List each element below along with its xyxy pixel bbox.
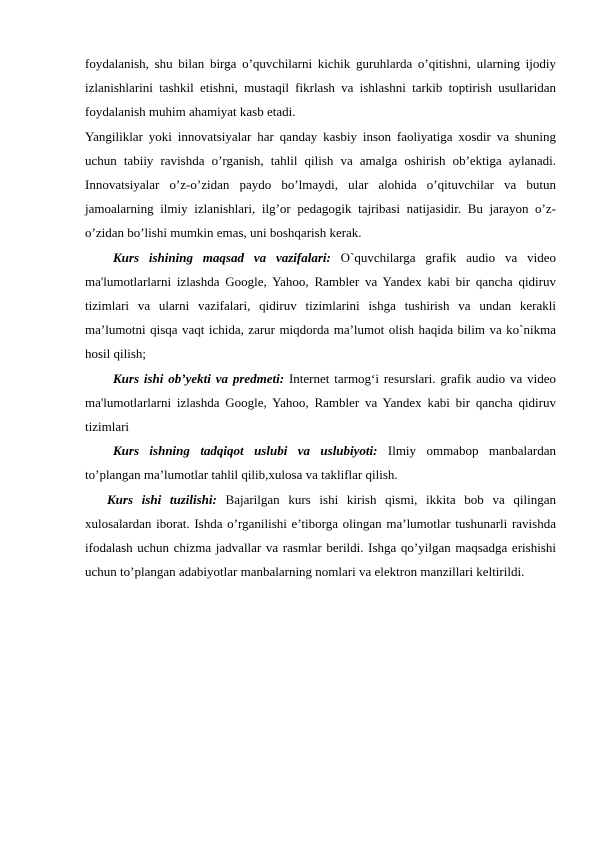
paragraph-intro-continuation [85,52,556,125]
paragraph-text: Yangiliklar yoki innovatsiyalar har qanday kasbiy inson faoliyatiga xosdir va shuning uchun tabiiy ravishda o’rganish, tahlil qilish va amalga oshirish ob’ektiga aylanadi. Innovatsiyalar o’z-o’zidan paydo bo’lmaydi, ular alohida o’qituvchilar va butun jamoalarning ilmiy izlanishlari, ilg’or pedagogik tajribasi natijasidir. Bu jarayon o’z-o’zidan bo’lishi mumkin emas, uni boshqarish kerak. [85,128,556,241]
paragraph-lead-heading: Kurs ishi ob’yekti va predmeti: [113,370,285,386]
document-page [85,52,556,584]
paragraph-text: O`quvchilarga grafik audio va video ma'lumotlarlarni izlashda Google, Yahoo, Rambler va Yandex kabi bir qancha qidiruv tizimlari va ularni vazifalari, qidiruv tizimlarini ishga tushirish va undan kerakli ma’lumotni qisqa vaqt ichida, zarur miqdorda ma’lumot olish haqida bilim va ko`nikma hosil qilish; [85,249,556,362]
paragraph-object-subject [85,367,556,440]
paragraph-lead-heading: Kurs ishi tuzilishi: [107,491,217,507]
paragraph-innovations [85,125,556,246]
paragraph-text: Internet tarmog‘i resurslari. grafik audio va video ma'lumotlarlarni izlashda Google, Yahoo, Rambler va Yandex kabi bir qancha qidiruv tizimlari [85,370,556,435]
paragraph-goals-tasks [85,246,556,367]
paragraph-text: Ilmiy ommabop manbalardan to’plangan ma’lumotlar tahlil qilib,xulosa va takliflar qilish. [85,443,556,483]
paragraph-structure [85,488,556,585]
paragraph-lead-heading: Kurs ishning tadqiqot uslubi va uslubiyoti: [113,443,378,459]
paragraph-research-method [85,439,556,487]
paragraph-lead-heading: Kurs ishining maqsad va vazifalari: [113,249,331,265]
paragraph-text: Bajarilgan kurs ishi kirish qismi, ikkita bob va qilingan xulosalardan iborat. Ishda o’rganilishi e’tiborga olingan ma’lumotlar tushunarli ravishda ifodalash uchun chizma jadvallar va rasmlar berildi. Ishga qo’yilgan maqsadga erishishi uchun to’plangan adabiyotlar manbalarning nomlari va elektron manzillari keltirildi. [85,491,556,580]
paragraph-text: foydalanish, shu bilan birga o’quvchilarni kichik guruhlarda o’qitishni, ularning ijodiy izlanishlarini tashkil etishni, mustaqil fikrlash va ishlashni tarkib toptirish usullaridan foydalanish muhim ahamiyat kasb etadi. [85,56,556,120]
